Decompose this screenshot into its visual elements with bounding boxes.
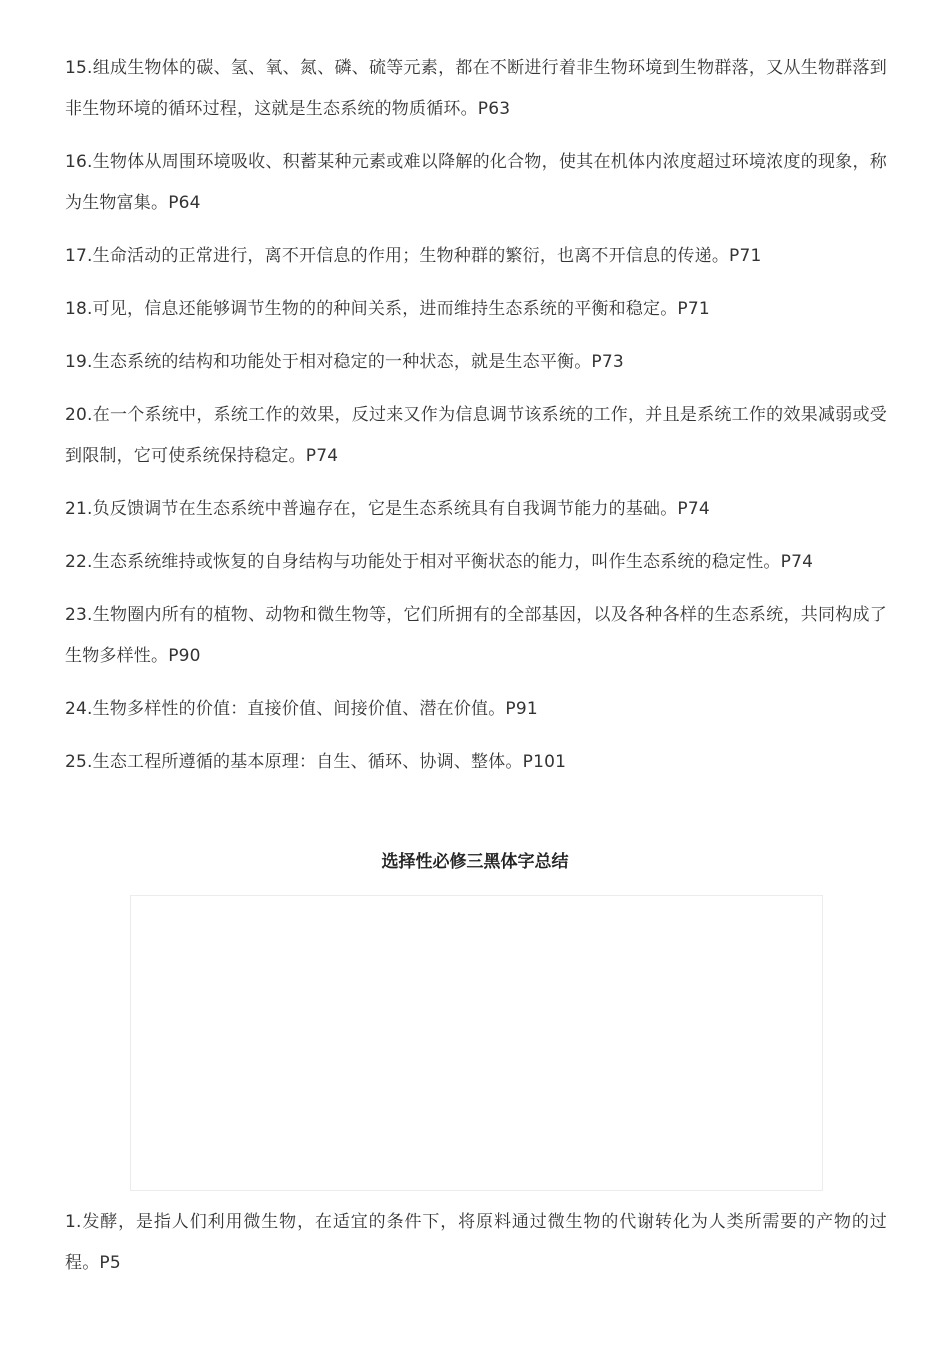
section-title: 选择性必修三黑体字总结 — [381, 852, 569, 872]
paragraph-19: 19.生态系统的结构和功能处于相对稳定的一种状态，就是生态平衡。P73 — [65, 352, 624, 372]
bottom-content — [65, 1202, 887, 1296]
paragraph-18: 18.可见，信息还能够调节生物的的种间关系，进而维持生态系统的平衡和稳定。P71 — [65, 299, 710, 319]
paragraph-24: 24.生物多样性的价值：直接价值、间接价值、潜在价值。P91 — [65, 699, 538, 719]
paragraph-17: 17.生命活动的正常进行，离不开信息的作用；生物种群的繁衍，也离不开信息的传递。P71 — [65, 246, 762, 266]
paragraph-21: 21.负反馈调节在生态系统中普遍存在，它是生态系统具有自我调节能力的基础。P74 — [65, 499, 710, 519]
paragraph-fermentation: 1.发酵，是指人们利用微生物，在适宜的条件下，将原料通过微生物的代谢转化为人类所需要的产物的过程。P5 — [65, 1212, 887, 1273]
paragraph-22: 22.生态系统维持或恢复的自身结构与功能处于相对平衡状态的能力，叫作生态系统的稳定性。P74 — [65, 552, 814, 572]
paragraph-15: 15.组成生物体的碳、氢、氧、氮、磷、硫等元素，都在不断进行着非生物环境到生物群落，又从生物群落到非生物环境的循环过程，这就是生态系统的物质循环。P63 — [65, 58, 887, 119]
content-list — [65, 48, 887, 795]
image-placeholder — [130, 895, 823, 1191]
paragraph-20: 20.在一个系统中，系统工作的效果，反过来又作为信息调节该系统的工作，并且是系统工作的效果减弱或受到限制，它可使系统保持稳定。P74 — [65, 405, 887, 466]
paragraph-25: 25.生态工程所遵循的基本原理：自生、循环、协调、整体。P101 — [65, 752, 567, 772]
paragraph-16: 16.生物体从周围环境吸收、积蓄某种元素或难以降解的化合物，使其在机体内浓度超过环境浓度的现象，称为生物富集。P64 — [65, 152, 887, 213]
paragraph-23: 23.生物圈内所有的植物、动物和微生物等，它们所拥有的全部基因，以及各种各样的生态系统，共同构成了生物多样性。P90 — [65, 605, 887, 666]
